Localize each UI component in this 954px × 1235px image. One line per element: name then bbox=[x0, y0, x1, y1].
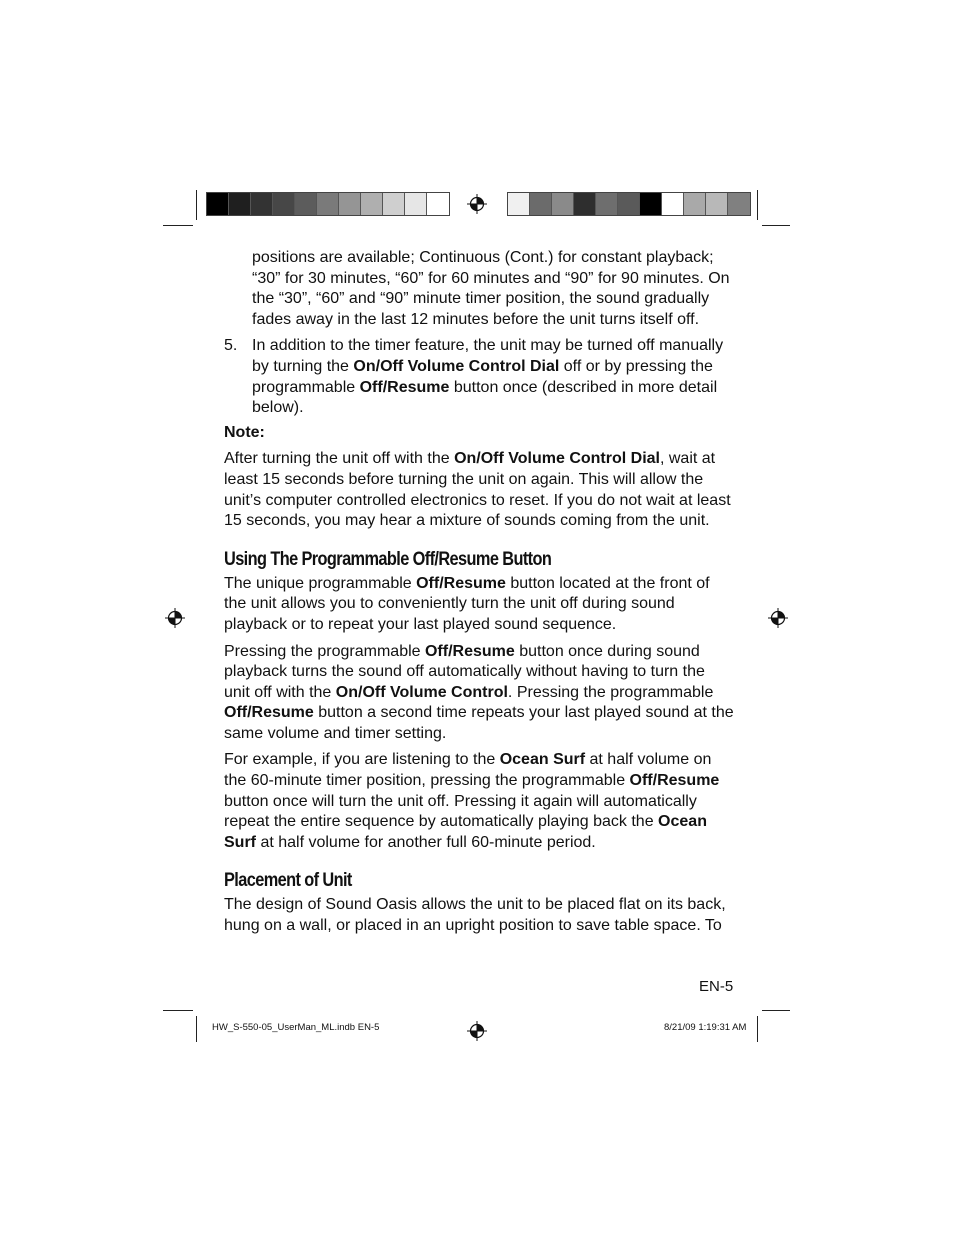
crop-mark-bottom-right-horizontal bbox=[762, 1010, 790, 1011]
color-swatch bbox=[618, 193, 640, 215]
crop-mark-bottom-left-vertical bbox=[196, 1016, 197, 1042]
color-swatch bbox=[640, 193, 662, 215]
page-content bbox=[224, 248, 734, 943]
list-item bbox=[224, 336, 734, 418]
color-swatch bbox=[383, 193, 405, 215]
page-number: EN-5 bbox=[699, 978, 734, 995]
color-swatch bbox=[427, 193, 449, 215]
slug-timestamp: 8/21/09 1:19:31 AM bbox=[664, 1022, 747, 1033]
registration-mark-icon bbox=[768, 608, 788, 628]
paragraph: The unique programmable Off/Resume button located at the front of the unit allows you to conveniently turn the unit off during sound playback or to repeat your last played sound sequence. bbox=[224, 574, 710, 633]
registration-mark-icon bbox=[467, 1021, 487, 1041]
color-swatch bbox=[728, 193, 750, 215]
color-swatch bbox=[273, 193, 295, 215]
color-swatch bbox=[405, 193, 427, 215]
slug-file-info: HW_S-550-05_UserMan_ML.indb EN-5 bbox=[212, 1022, 380, 1033]
crop-mark-top-right-horizontal bbox=[762, 225, 790, 226]
paragraph: For example, if you are listening to the Ocean Surf at half volume on the 60-minute timer position, pressing the programmable Off/Resume button once will turn the unit off. Pressing it again will automatically repeat the entire sequence by automatically playing back the Ocean Surf at half volume for another full 60-minute period. bbox=[224, 751, 720, 851]
color-swatch bbox=[361, 193, 383, 215]
color-swatch bbox=[574, 193, 596, 215]
color-swatch bbox=[339, 193, 361, 215]
note-label: Note: bbox=[224, 423, 265, 441]
color-swatch bbox=[596, 193, 618, 215]
color-swatch bbox=[207, 193, 229, 215]
registration-mark-icon bbox=[165, 608, 185, 628]
color-swatch bbox=[317, 193, 339, 215]
crop-mark-top-left-vertical bbox=[196, 190, 197, 220]
color-calibration-bar-right bbox=[507, 192, 751, 216]
section-heading: Placement of Unit bbox=[224, 870, 352, 892]
list-item-number: 5. bbox=[224, 337, 238, 355]
crop-mark-bottom-left-horizontal bbox=[163, 1010, 193, 1011]
color-swatch bbox=[530, 193, 552, 215]
paragraph: The design of Sound Oasis allows the unit to be placed flat on its back, hung on a wall, or placed in an upright position to save table space. To bbox=[224, 896, 726, 935]
list-item-continuation: positions are available; Continuous (Cont.) for constant playback; “30” for 30 minutes, “60” for 60 minutes and “90” for 90 minutes. On the “30”, “60” and “90” minute timer position, the sound gradually fades away in the last 12 minutes before the unit turns itself off. bbox=[252, 249, 730, 328]
color-swatch bbox=[684, 193, 706, 215]
color-swatch bbox=[508, 193, 530, 215]
color-swatch bbox=[706, 193, 728, 215]
color-swatch bbox=[662, 193, 684, 215]
color-swatch bbox=[229, 193, 251, 215]
crop-mark-top-left-horizontal bbox=[163, 225, 193, 226]
registration-mark-icon bbox=[467, 194, 487, 214]
list-item-text: In addition to the timer feature, the unit may be turned off manually by turning the On/Off Volume Control Dial off or by pressing the programmable Off/Resume button once (described in more detail below). bbox=[252, 337, 724, 417]
section-heading: Using The Programmable Off/Resume Button bbox=[224, 548, 552, 570]
paragraph: Pressing the programmable Off/Resume button once during sound playback turns the sound off automatically without having to turn the unit off with the On/Off Volume Control. Pressing the programmable Off/Resume button a second time repeats your last played sound at the same volume and timer setting. bbox=[224, 642, 734, 742]
color-calibration-bar-left bbox=[206, 192, 450, 216]
crop-mark-bottom-right-vertical bbox=[757, 1016, 758, 1042]
color-swatch bbox=[295, 193, 317, 215]
color-swatch bbox=[552, 193, 574, 215]
color-swatch bbox=[251, 193, 273, 215]
note-paragraph: After turning the unit off with the On/Off Volume Control Dial, wait at least 15 seconds before turning the unit on again. This will allow the unit’s computer controlled electronics to reset. If you do not wait at least 15 seconds, you may hear a mixture of sounds coming from the unit. bbox=[224, 450, 731, 530]
crop-mark-top-right-vertical bbox=[757, 190, 758, 220]
